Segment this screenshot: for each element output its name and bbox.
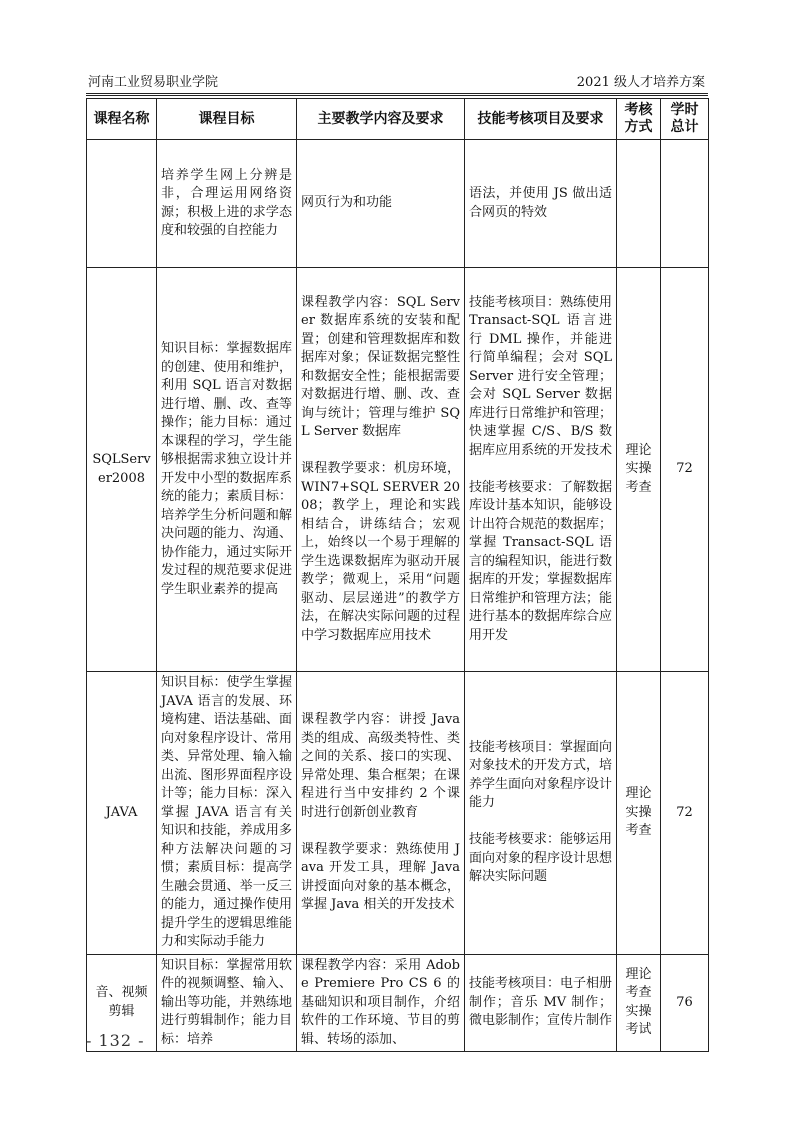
content-paragraph: 网页行为和功能 [301,195,393,211]
header-rule-thin [86,95,708,96]
teaching-content [297,954,465,1052]
skill-assessment [465,140,617,268]
header-course-name: 课程名称 [87,99,157,140]
course-goal: 知识目标：掌握数据库的创建、使用和维护，利用 SQL 语言对数据进行增、删、改、查等操作；能力目标：通过本课程的学习，学生能够根据需求独立设计并开发中小型的数据库系统的能力；素质目标：培养学生分析问题和解决问题的能力、沟通、协作能力，通过实际开发过程的规范要求促进学生职业素养的提高 [157,268,297,672]
page-number: - 132 - [86,1031,145,1050]
table-row [87,140,709,268]
curriculum-table [86,98,709,1052]
skill-paragraph: 语法，并使用 JS 做出适合网页的特效 [469,186,612,220]
content-paragraph: 课程教学内容：采用 Adobe Premiere Pro CS 6 的基础知识和项目制作，介绍软件的工作环境、节目的剪辑、转场的添加、 [301,957,460,1047]
total-hours: 76 [661,954,709,1052]
content-paragraph: 课程教学要求：机房环境，WIN7+SQL SERVER 2008；教学上，理论和实践相结合，讲练结合；宏观上，始终以一个易于理解的学生选课数据库为驱动开展教学；微观上，采用“问题驱动、层层递进”的教学方法，在解决实际问题的过程中学习数据库应用技术 [301,461,460,643]
skill-assessment [465,672,617,955]
header-course-goal: 课程目标 [157,99,297,140]
skill-paragraph: 技能考核项目：掌握面向对象技术的开发方式，培养学生面向对象程序设计能力 [469,739,613,811]
skill-paragraph: 技能考核要求：能够运用面向对象的程序设计思想解决实际问题 [469,832,613,885]
table-row [87,268,709,672]
table-row [87,954,709,1052]
content-paragraph: 课程教学内容：SQL Server 数据库系统的安装和配置；创建和管理数据库和数据库对象；保证数据完整性和数据安全性；能根据需要对数据进行增、删、改、查询与统计；管理与维护 SQL Server 数据库 [301,294,460,440]
header-plan-title: 2021 级人才培养方案 [576,75,705,90]
skill-assessment [465,268,617,672]
course-goal: 知识目标：掌握常用软件的视频调整、输入、输出等功能，并熟练地进行剪辑制作；能力目标：培养 [157,954,297,1052]
teaching-content [297,268,465,672]
exam-method: 理论实操考查 [617,268,661,672]
total-hours: 72 [661,268,709,672]
header-exam-method: 考核方式 [617,99,661,140]
teaching-content [297,140,465,268]
header-rule [86,93,708,94]
content-paragraph: 课程教学要求：熟练使用 Java 开发工具，理解 Java 讲授面向对象的基本概念，掌握 Java 相关的开发技术 [301,841,460,912]
table-header-row [87,99,709,140]
total-hours [661,140,709,268]
skill-paragraph: 技能考核要求：了解数据库设计基本知识，能够设计出符合规范的数据库；掌握 Transact-SQL 语言的编程知识，能进行数据库的开发；掌握数据库日常维护和管理方法；能进行基本的数据库综合应用开发 [469,479,613,643]
content-paragraph: 课程教学内容：讲授 Java 类的组成、高级类特性、类之间的关系、接口的实现、异常处理、集合框架；在课程进行当中安排约 2 个课时进行创新创业教育 [301,712,460,820]
header-school-name: 河南工业贸易职业学院 [88,75,219,90]
total-hours: 72 [661,672,709,955]
header-skill-assessment: 技能考核项目及要求 [465,99,617,140]
course-goal: 培养学生网上分辨是非，合理运用网络资源；积极上进的求学态度和较强的自控能力 [157,140,297,268]
course-name: JAVA [87,672,157,955]
course-name: 音、视频剪辑 [87,954,157,1052]
table-row [87,672,709,955]
header-teaching-content: 主要教学内容及要求 [297,99,465,140]
teaching-content [297,672,465,955]
skill-paragraph: 技能考核项目：电子相册制作；音乐 MV 制作；微电影制作；宣传片制作 [469,976,613,1028]
course-goal: 知识目标：使学生掌握 JAVA 语言的发展、环境构建、语法基础、面向对象程序设计、常用类、异常处理、输入输出流、图形界面程序设计等；能力目标：深入掌握 JAVA 语言有关知识和技能，养成用多种方法解决问题的习惯；素质目标：提高学生融会贯通、举一反三的能力，通过操作使用提升学生的逻辑思维能力和实际动手能力 [157,672,297,955]
course-name: SQLServer2008 [87,268,157,672]
exam-method: 理论考查实操考试 [617,954,661,1052]
exam-method: 理论实操考查 [617,672,661,955]
exam-method [617,140,661,268]
skill-paragraph: 技能考核项目：熟练使用 Transact-SQL 语言进行 DML 操作，并能进行简单编程；会对 SQL Server 进行安全管理；会对 SQL Server 数据库进行日常维护和管理；快速掌握 C/S、B/S 数据库应用系统的开发技术 [469,294,613,458]
skill-assessment [465,954,617,1052]
course-name [87,140,157,268]
header-total-hours: 学时总计 [661,99,709,140]
